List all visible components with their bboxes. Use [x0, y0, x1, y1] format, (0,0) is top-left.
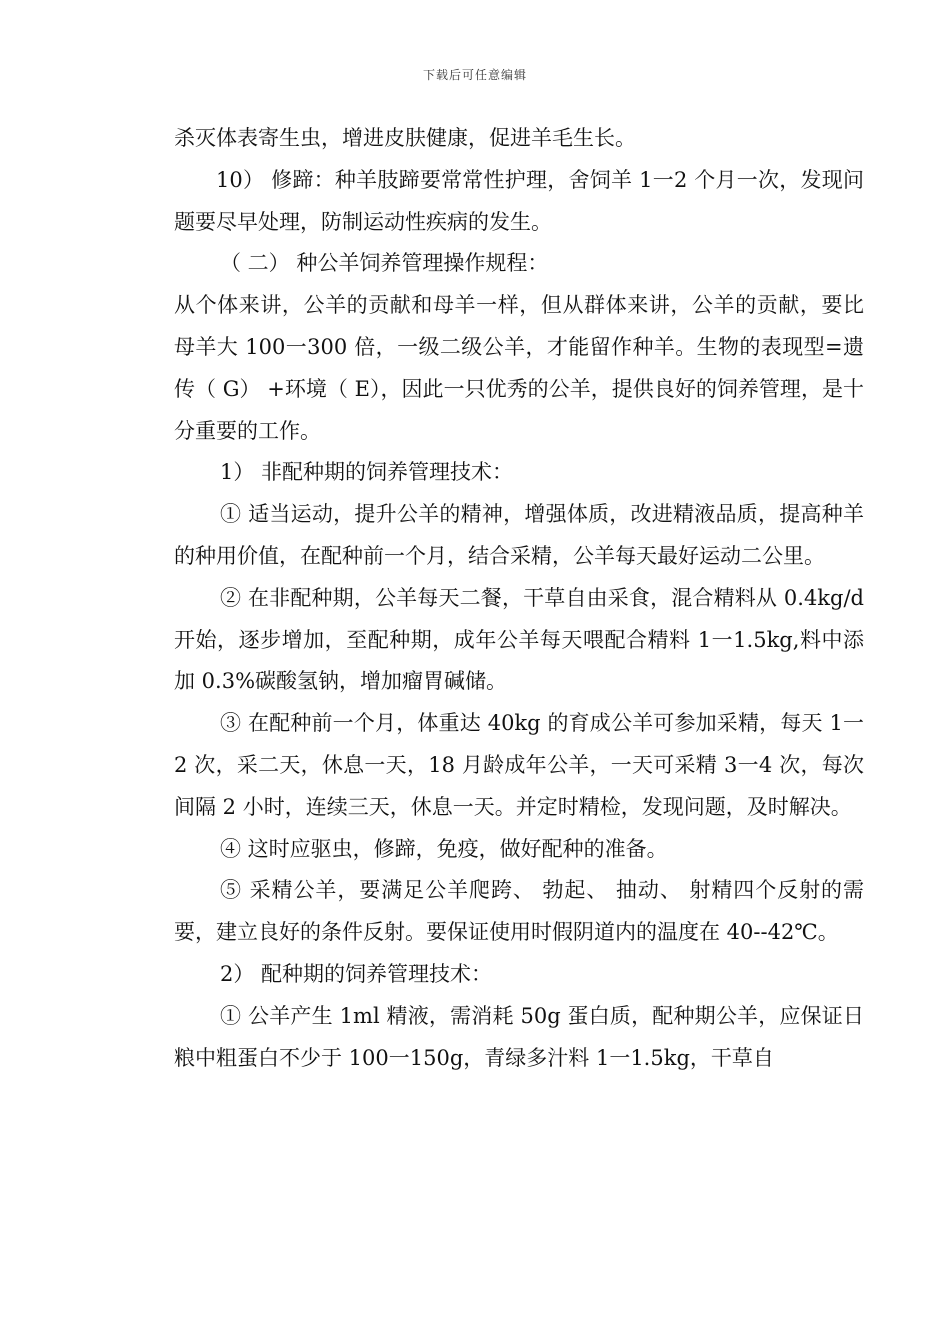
paragraph: 杀灭体表寄生虫，增进皮肤健康，促进羊毛生长。	[174, 126, 636, 150]
list-item: ① 适当运动，提升公羊的精神，增强体质，改进精液品质，提高种羊的种用价值，在配种前一个月，结合采精，公羊每天最好运动二公里。	[174, 502, 864, 568]
page-header: 下载后可任意编辑	[422, 68, 527, 82]
list-item: ③ 在配种前一个月，体重达 40kg 的育成公羊可参加采精，每天 1一2 次，采二天，休息一天，18 月龄成年公羊，一天可采精 3一4 次，每次间隔 2 小时，连续三天，休息一天。并定时精检，发现问题，及时解决。	[174, 711, 864, 819]
paragraph: 10） 修蹄：种羊肢蹄要常常性护理，舍饲羊 1一2 个月一次，发现问题要尽早处理，防制运动性疾病的发生。	[174, 167, 864, 234]
document-body	[174, 118, 864, 1079]
subsection-heading: 1） 非配种期的饲养管理技术：	[220, 460, 514, 485]
list-item: ① 公羊产生 1ml 精液，需消耗 50g 蛋白质，配种期公羊，应保证日粮中粗蛋白不少于 100一150g，青绿多汁料 1一1.5kg，干草自	[174, 1003, 864, 1070]
subsection-heading: 2） 配种期的饲养管理技术：	[220, 961, 493, 986]
paragraph: 从个体来讲，公羊的贡献和母羊一样，但从群体来讲，公羊的贡献，要比母羊大 100一300 倍，一级二级公羊，才能留作种羊。生物的表现型=遗传（ G） +环境（ E），因此一只优秀的公羊，提供良好的饲养管理，是十分重要的工作。	[174, 293, 864, 443]
list-item: ② 在非配种期，公羊每天二餐，干草自由采食，混合精料从 0.4kg/d 开始，逐步增加，至配种期，成年公羊每天喂配合精料 1一1.5kg,料中添加 0.3%碳酸氢钠，增加瘤胃碱储。	[174, 585, 864, 694]
list-item: ④ 这时应驱虫，修蹄，免疫，做好配种的准备。	[220, 836, 668, 861]
section-heading: （ 二） 种公羊饲养管理操作规程：	[220, 251, 549, 276]
list-item: ⑤ 采精公羊，要满足公羊爬跨、 勃起、 抽动、 射精四个反射的需要，建立良好的条件反射。要保证使用时假阴道内的温度在 40--42℃。	[174, 878, 864, 945]
